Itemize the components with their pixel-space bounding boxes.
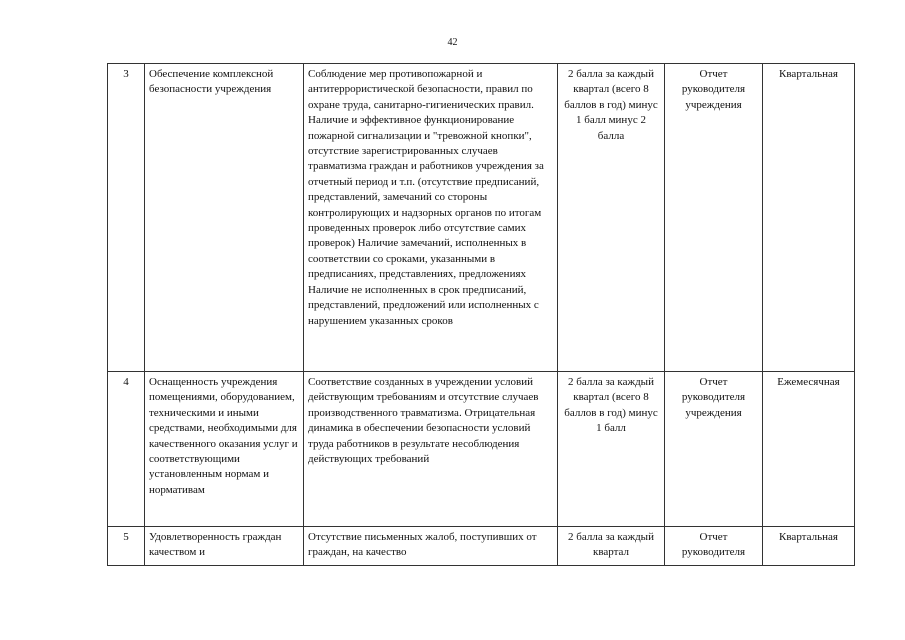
criterion-name: Оснащенность учреждения помещениями, оборудованием, техническими и иными средствами, необходимыми для качественного оказания услуг и соответствующими установленным нормам и нормативам [145,372,304,527]
row-number: 5 [108,527,145,566]
criteria-table [107,63,855,566]
criterion-frequency: Ежемесячная [763,372,855,527]
criterion-name: Удовлетворенность граждан качеством и [145,527,304,566]
criterion-report: Отчет руководителя учреждения [665,64,763,372]
page-number: 42 [447,37,458,48]
criterion-description: Соблюдение мер противопожарной и антитеррористической безопасности, правил по охране труда, санитарно-гигиенических правил. Наличие и эффективное функционирование пожарной сигнализации и "тревожной кнопки", отсутствие зарегистрированных случаев травматизма граждан и работников учреждения за отчетный период и т.п. (отсутствие предписаний, представлений, замечаний со стороны контролирующих и надзорных органов по итогам проведенных проверок либо отсутствие самих проверок) Наличие замечаний, исполненных в соответствии со сроками, указанными в предписаниях, представлениях, предложениях Наличие не исполненных в срок предписаний, представлений, предложений или исполненных с нарушением указанных сроков [304,64,558,372]
criterion-report: Отчет руководителя учреждения [665,372,763,527]
criterion-points: 2 балла за каждый квартал (всего 8 баллов в год) минус 1 балл минус 2 балла [558,64,665,372]
criterion-points: 2 балла за каждый квартал (всего 8 баллов в год) минус 1 балл [558,372,665,527]
criterion-points: 2 балла за каждый квартал [558,527,665,566]
criterion-frequency: Квартальная [763,64,855,372]
row-number: 3 [108,64,145,372]
criterion-frequency: Квартальная [763,527,855,566]
table-row [108,64,855,372]
criterion-description: Соответствие созданных в учреждении условий действующим требованиям и отсутствие случаев производственного травматизма. Отрицательная динамика в обеспечении безопасности условий труда работников в результате несоблюдения действующих требований [304,372,558,527]
criterion-description: Отсутствие письменных жалоб, поступивших от граждан, на качество [304,527,558,566]
row-number: 4 [108,372,145,527]
table-row [108,527,855,566]
criterion-report: Отчет руководителя [665,527,763,566]
table-row [108,372,855,527]
criterion-name: Обеспечение комплексной безопасности учреждения [145,64,304,372]
